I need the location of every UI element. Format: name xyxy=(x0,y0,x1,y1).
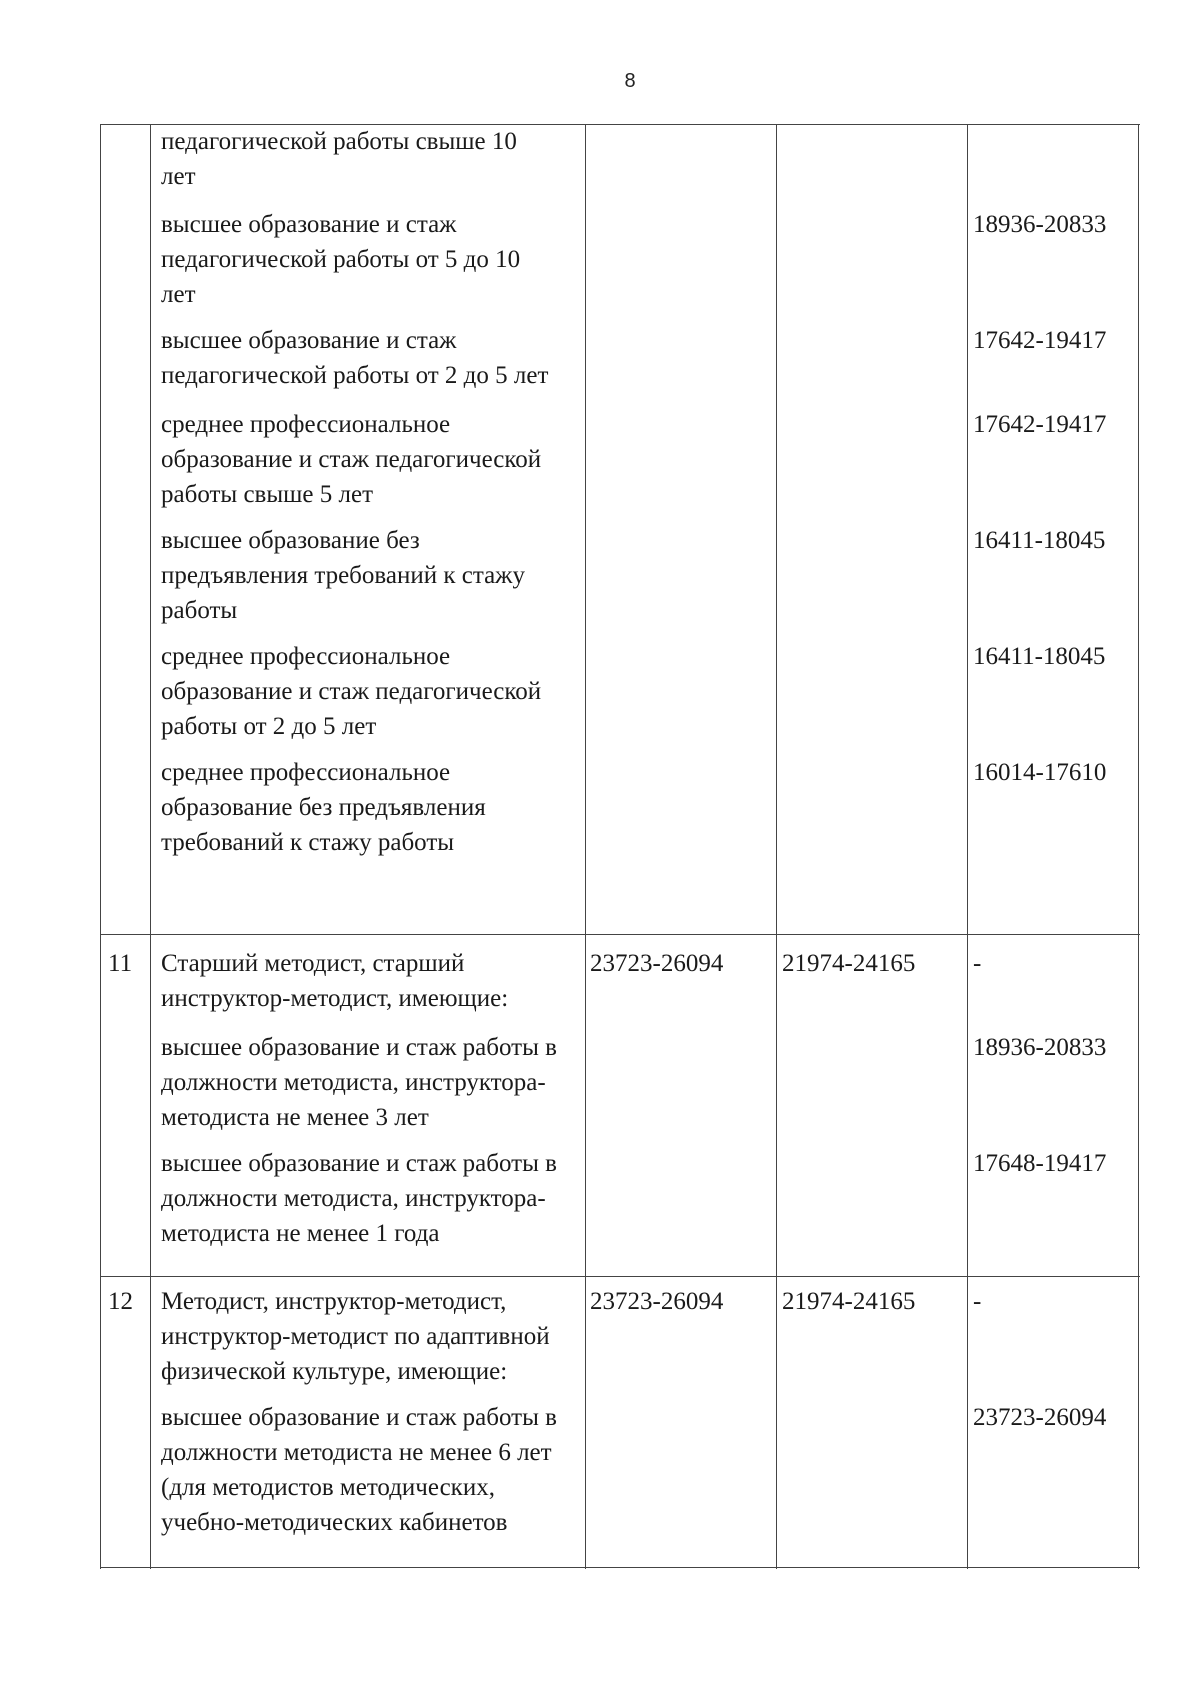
row-number: 12 xyxy=(108,1288,133,1315)
salary-range: 18936-20833 xyxy=(973,1034,1107,1061)
criterion-text: высшее образование и стаж педагогической работы от 5 до 10 лет xyxy=(161,211,521,308)
criterion-text: высшее образование и стаж работы в должности методиста, инструктора- методиста не менее 3 лет xyxy=(161,1034,557,1131)
salary-range: 16411-18045 xyxy=(973,527,1106,554)
criterion-text: высшее образование и стаж педагогической работы от 2 до 5 лет xyxy=(161,327,549,389)
table-border-right xyxy=(1138,124,1139,1569)
position-title: Старший методист, старший инструктор-методист, имеющие: xyxy=(161,950,509,1012)
salary-range: 21974-24165 xyxy=(782,950,916,977)
salary-table xyxy=(100,124,1140,1569)
position-title: Методист, инструктор-методист, инструктор-методист по адаптивной физической культуре, имеющие: xyxy=(161,1288,550,1385)
salary-range: 23723-26094 xyxy=(590,1288,724,1315)
criterion-text: среднее профессиональное образование без предъявления требований к стажу работы xyxy=(161,759,486,856)
row-number: 11 xyxy=(108,950,133,977)
criterion-text: высшее образование и стаж работы в должности методиста, инструктора- методиста не менее 1 года xyxy=(161,1150,557,1247)
criterion-text: высшее образование без предъявления требований к стажу работы xyxy=(161,527,525,624)
salary-range: 17642-19417 xyxy=(973,327,1107,354)
salary-range: 23723-26094 xyxy=(973,1404,1107,1431)
row-divider xyxy=(100,1276,1140,1277)
column-divider xyxy=(585,124,586,1569)
criterion-text: высшее образование и стаж работы в должности методиста не менее 6 лет (для методистов методических, учебно-методических кабинетов xyxy=(161,1404,557,1536)
salary-range: 18936-20833 xyxy=(973,211,1107,238)
column-divider xyxy=(776,124,777,1569)
salary-range: 17642-19417 xyxy=(973,411,1107,438)
table-border-left xyxy=(100,124,101,1569)
table-border-bottom xyxy=(100,1567,1140,1568)
criterion-text: педагогической работы свыше 10 лет xyxy=(161,128,517,190)
salary-range: 17648-19417 xyxy=(973,1150,1107,1177)
page-number: 8 xyxy=(624,70,636,92)
salary-range: - xyxy=(973,950,982,977)
salary-range: 16411-18045 xyxy=(973,643,1106,670)
row-divider xyxy=(100,934,1140,935)
salary-range: 23723-26094 xyxy=(590,950,724,977)
criterion-text: среднее профессиональное образование и стаж педагогической работы свыше 5 лет xyxy=(161,411,542,508)
criterion-text: среднее профессиональное образование и стаж педагогической работы от 2 до 5 лет xyxy=(161,643,542,740)
column-divider xyxy=(967,124,968,1569)
salary-range: - xyxy=(973,1288,982,1315)
column-divider xyxy=(150,124,151,1569)
salary-range: 21974-24165 xyxy=(782,1288,916,1315)
salary-range: 16014-17610 xyxy=(973,759,1107,786)
